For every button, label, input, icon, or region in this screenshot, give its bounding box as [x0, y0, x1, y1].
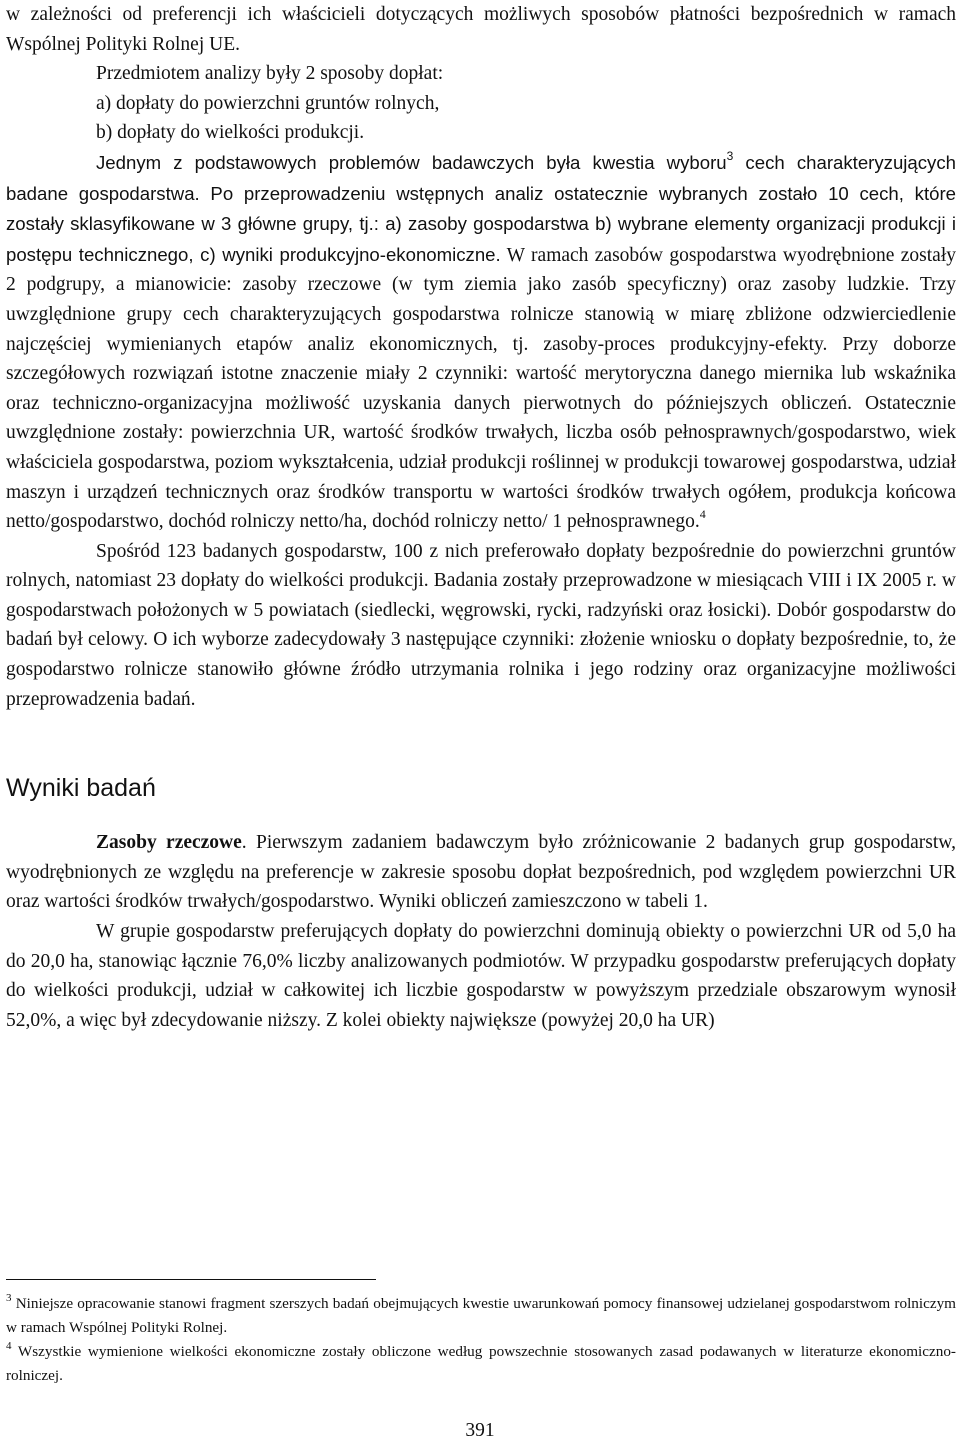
methodology-resources-text: W ramach zasobów gospodarstwa wyodrębnione zostały 2 podgrupy, a mianowicie: zasoby rzeczowe (w tym ziemia jako zasób specyficzny) oraz zasoby ludzkie. Trzy uwzględnione grupy cech charakteryzujących gospodarstwa rolnicze stanowią w miarę zbliżone odzwierciedlenie najczęściej wymienianych etapów analiz ekonomicznych, tj. zasoby-proces produkcyjny-efekty. Przy doborze szczegółowych rozwiązań istotne znaczenie miały 2 czynniki: wartość merytoryczna danego miernika lub wskaźnika oraz techniczno-organizacyjna możliwość uzyskania danych pierwotnych do późniejszych obliczeń. Ostatecznie uwzględnione zostały: powierzchnia UR, wartość środków trwałych, liczba osób pełnosprawnych/gospodarstwo, wiek właściciela gospodarstwa, poziom wykształcenia, udział produkcji roślinnej w produkcji towarowej gospodarstwa, udział maszyn i urządzeń technicznych oraz środków transportu w wartości środków trwałych ogółem, produkcja końcowa netto/gospodarstwo, dochód rolniczy netto/ha, dochód rolniczy netto/ 1 pełnosprawnego. [6, 244, 957, 533]
footnote-3 [6, 1292, 956, 1340]
paragraph-material-resources [6, 828, 956, 917]
footnote-divider [6, 1279, 376, 1280]
footnote-4 [6, 1340, 956, 1388]
material-resources-lead: Zasoby rzeczowe [96, 832, 242, 854]
paragraph-area-groups: W grupie gospodarstw preferujących dopłaty do powierzchni dominują obiekty o powierzchni UR od 5,0 ha do 20,0 ha, stanowiąc łącznie 76,0% liczby analizowanych podmiotów. W przypadku gospodarstw preferujących dopłaty do wielkości produkcji, udział w całkowitej ich liczbie gospodarstw w powyższym przedziale obszarowym wynosił 52,0%, a więc był zdecydowanie niższy. Z kolei obiekty największe (powyżej 20,0 ha UR) [6, 921, 956, 1031]
footnote-4-text: Wszystkie wymienione wielkości ekonomiczne zostały obliczone według powszechnie stosowanych zasad podawanych w literaturze ekonomiczno-rolniczej. [6, 1343, 956, 1384]
list-item-area-payments: a) dopłaty do powierzchni gruntów rolnych, [96, 92, 440, 114]
footnote-mark-4: 4 [6, 1339, 12, 1352]
methodology-lead-text: Jednym z podstawowych problemów badawczych była kwestia wyboru [96, 151, 727, 173]
page-body [6, 0, 956, 1035]
footnote-mark-3: 3 [6, 1291, 12, 1304]
paragraph-methodology [6, 148, 956, 537]
list-item-production-payments: b) dopłaty do wielkości produkcji. [96, 122, 365, 144]
footnote-ref-3[interactable]: 3 [726, 148, 734, 163]
section-heading-results: Wyniki badań [6, 774, 156, 803]
material-resources-text: . Pierwszym zadaniem badawczym było zróżnicowanie 2 badanych grup gospodarstw, wyodrębnionych ze względu na preferencje w zakresie sposobu dopłat bezpośrednich, pod względem powierzchni UR oraz wartości środków trwałych/gospodarstwo. Wyniki obliczeń zamieszczono w tabeli 1. [6, 832, 956, 913]
footnote-3-text: Niniejsze opracowanie stanowi fragment szerszych badań obejmujących kwestie uwarunkowań pomocy finansowej udzielanej gospodarstwom rolniczym w ramach Wspólnej Polityki Rolnej. [6, 1295, 956, 1336]
paragraph-intro: w zależności od preferencji ich właścicieli dotyczących możliwych sposobów płatności bezpośrednich w ramach Wspólnej Polityki Rolnej UE. [6, 4, 956, 55]
methodology-cont-text: cech charakteryzujących badane gospodarstwa. [6, 151, 956, 204]
paragraph-subject: Przedmiotem analizy były 2 sposoby dopłat: [96, 63, 444, 85]
footnote-ref-4[interactable]: 4 [699, 506, 706, 521]
page-number: 391 [465, 1420, 495, 1441]
paragraph-sample: Spośród 123 badanych gospodarstw, 100 z nich preferowało dopłaty bezpośrednie do powierzchni gruntów rolnych, natomiast 23 dopłaty do wielkości produkcji. Badania zostały przeprowadzone w miesiącach VIII i IX 2005 r. w gospodarstwach położonych w 5 powiatach (siedlecki, węgrowski, rycki, radzyński oraz łosicki). Dobór gospodarstw do badań był celowy. O ich wyborze zadecydowały 3 następujące czynniki: złożenie wniosku o dopłaty bezpośrednie, to, że gospodarstwo rolnicze stanowiło główne źródło utrzymania rolnika i jego rodziny oraz organizacyjne możliwości przeprowadzenia badań. [6, 540, 956, 710]
footnotes [6, 1292, 956, 1388]
methodology-groups-text: Po przeprowadzeniu wstępnych analiz ostatecznie wybranych zostało 10 cech, które zostały sklasyfikowane w 3 główne grupy, tj.: a) zasoby gospodarstwa b) wybrane elementy organizacji produkcji i postępu technicznego, c) wyniki produkcyjno-ekonomiczne. [6, 182, 956, 265]
